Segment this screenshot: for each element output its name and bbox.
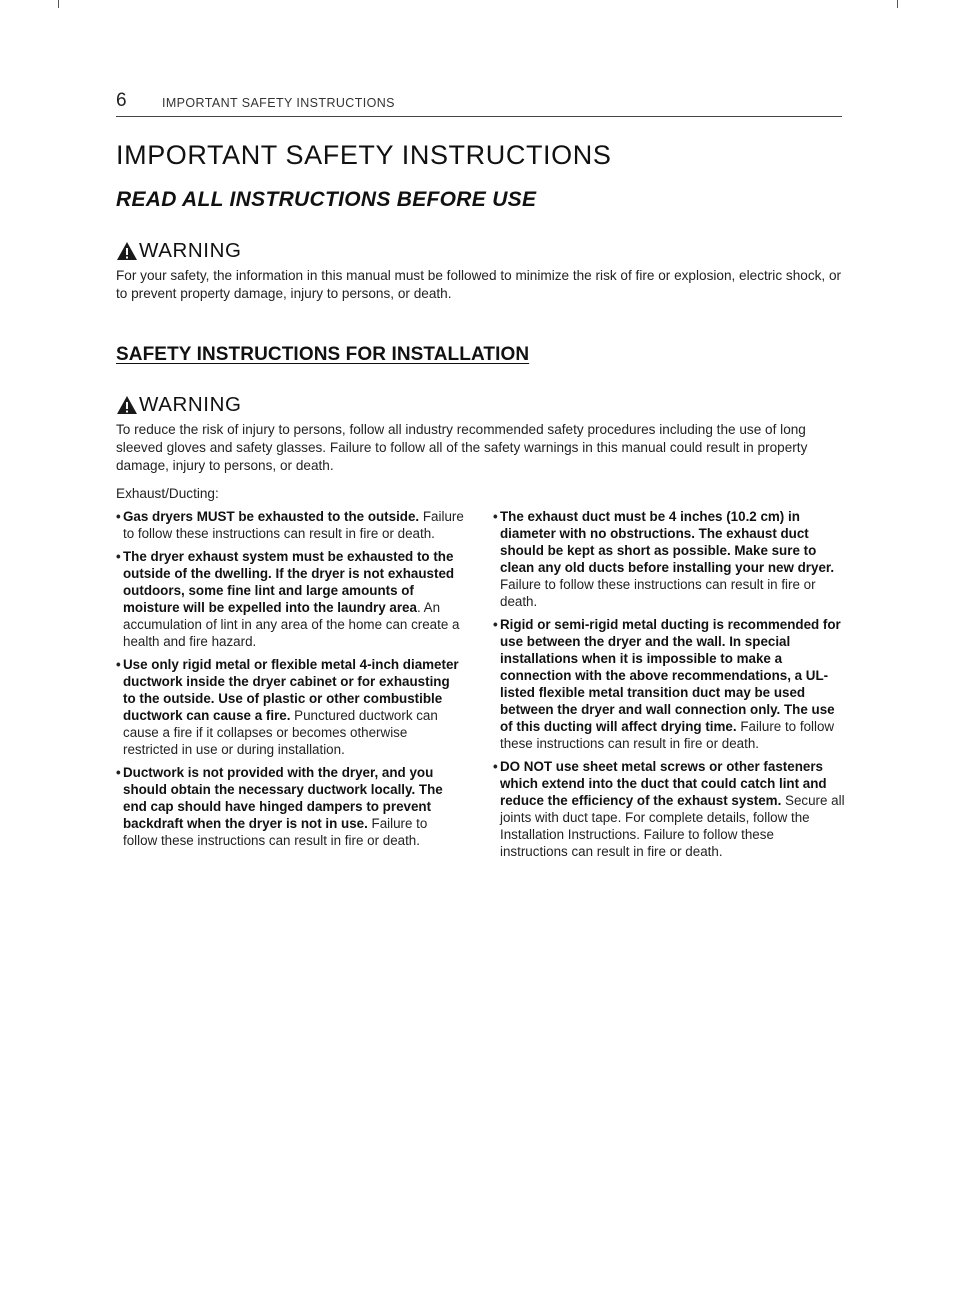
list-item: • The exhaust duct must be 4 inches (10.2 cm) in diameter with no obstructions. The exhaust duct should be kept as short as possible. Make sure to clean any old ducts before installing your new dryer. Failure to follow these instructions can result in fire or death.: [493, 509, 835, 609]
running-header: IMPORTANT SAFETY INSTRUCTIONS: [162, 96, 395, 110]
list-item: • DO NOT use sheet metal screws or other fasteners which extend into the duct that could catch lint and reduce the efficiency of the exhaust system. Secure all joints with duct tape. For complete details, follow the Installation Instructions. Failure to follow these instructions can result in fire or death.: [493, 759, 845, 859]
page-subtitle: READ ALL INSTRUCTIONS BEFORE USE: [116, 188, 537, 211]
list-item: • The dryer exhaust system must be exhausted to the outside of the dwelling. If the dryer is not exhausted outdoors, some fine lint and large amounts of moisture will be expelled into the laundry area. An accumulation of lint in any area of the home can create a health and fire hazard.: [116, 549, 460, 649]
crop-mark-right: [897, 0, 898, 8]
crop-mark-left: [58, 0, 59, 8]
list-item: • Rigid or semi-rigid metal ducting is recommended for use between the dryer and the wall. In special installations when it is impossible to make a connection with the above recommendations, a UL-listed flexible metal transition duct may be used between the dryer and wall connection only. The use of this ducting will affect drying time. Failure to follow these instructions can result in fire or death.: [493, 617, 841, 751]
list-item: • Ductwork is not provided with the dryer, and you should obtain the necessary ductwork locally. The end cap should have hinged dampers to prevent backdraft when the dryer is not in use. Failure to follow these instructions can result in fire or death.: [116, 765, 443, 848]
warning-heading-2: [116, 393, 242, 417]
section-title-installation: SAFETY INSTRUCTIONS FOR INSTALLATION: [116, 344, 530, 365]
warning-triangle-icon: [116, 395, 138, 415]
list-item: • Use only rigid metal or flexible metal 4-inch diameter ductwork inside the dryer cabinet or for exhausting to the outside. Use of plastic or other combustible ductwork can cause a fire. Punctured ductwork can cause a fire if it collapses or becomes otherwise restricted in use or during installation.: [116, 657, 459, 757]
bullet-list-left: [116, 508, 464, 855]
warning-label-1: WARNING: [139, 239, 242, 262]
exhaust-ducting-label: Exhaust/Ducting:: [116, 486, 219, 501]
warning-heading-1: [116, 239, 242, 263]
page-number: 6: [116, 90, 127, 111]
warning-text-2: To reduce the risk of injury to persons, follow all industry recommended safety procedures including the use of long sleeved gloves and safety glasses. Failure to follow all of the safety warnings in this manual could result in property damage, injury to persons, or death.: [116, 422, 808, 473]
page-title: IMPORTANT SAFETY INSTRUCTIONS: [116, 140, 612, 170]
warning-triangle-icon: [116, 241, 138, 261]
page-header: [116, 92, 842, 117]
list-item: • Gas dryers MUST be exhausted to the outside. Failure to follow these instructions can result in fire or death.: [116, 509, 464, 541]
warning-label-2: WARNING: [139, 393, 242, 416]
bullet-list-right: [493, 508, 845, 866]
warning-text-1: For your safety, the information in this manual must be followed to minimize the risk of fire or explosion, electric shock, or to prevent property damage, injury to persons, or death.: [116, 268, 842, 301]
